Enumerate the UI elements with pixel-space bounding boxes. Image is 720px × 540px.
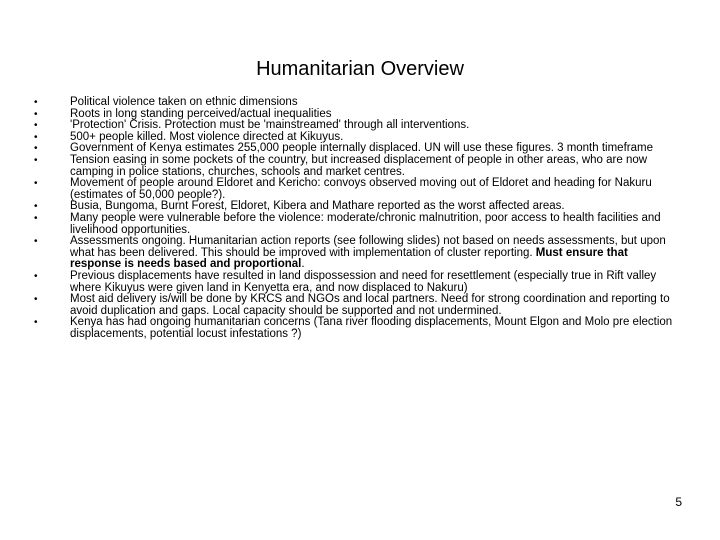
list-item [34,317,682,340]
list-item [34,155,682,178]
bullet-icon: • [34,317,38,329]
bullet-text: Assessments ongoing. Humanitarian action reports (see following slides) not based on needs assessments, but upon what has been delivered. This should be improved with implementation of cluster reporting. [70,235,666,259]
bullet-text-end: . [301,258,305,271]
list-item [34,178,682,201]
slide-title: Humanitarian Overview [256,58,464,80]
bullet-icon: • [34,120,38,132]
bullet-text: 500+ people killed. Most violence directed at Kikuyus. [70,130,344,143]
bullet-text: Most aid delivery is/will be done by KRCS and NGOs and local partners. Need for strong coordination and reporting to avoid duplication and gaps. Local capacity should be supported and not undermined. [70,293,670,317]
bullet-icon: • [34,97,38,108]
list-item [34,236,682,271]
bullet-icon: • [34,131,38,143]
list-item [34,294,682,317]
bullet-text: Many people were vulnerable before the violence: moderate/chronic malnutrition, poor access to health facilities and livelihood opportunities. [70,211,661,236]
bullet-icon: • [34,236,38,248]
bullet-text: Government of Kenya estimates 255,000 people internally displaced. UN will use these figures. 3 month timeframe [70,142,653,155]
bullet-icon: • [34,154,38,166]
page-number: 5 [675,495,682,509]
bullet-icon: • [34,108,38,120]
bullet-icon: • [34,294,38,306]
list-item [34,213,682,236]
bullet-text: Kenya has had ongoing humanitarian concerns (Tana river flooding displacements, Mount Elgon and Molo pre election displacements, potential locust infestations ?) [70,316,673,340]
bullet-emphasis: Must ensure that response is needs based and proportional [70,246,628,271]
bullet-icon: • [34,201,38,213]
bullet-text: Busia, Bungoma, Burnt Forest, Eldoret, Kibera and Mathare reported as the worst affected areas. [70,200,565,213]
bullet-text: 'Protection' Crisis. Protection must be 'mainstreamed' through all interventions. [70,119,470,132]
bullet-icon: • [34,270,38,282]
list-item [34,271,682,294]
bullet-icon: • [34,178,38,190]
bullet-list [34,97,682,340]
bullet-text: Tension easing in some pockets of the country, but increased displacement of people in other areas, who are now camping in police stations, churches, schools and market centres. [70,153,648,178]
bullet-text: Roots in long standing perceived/actual inequalities [70,107,332,120]
bullet-text: Movement of people around Eldoret and Kericho: convoys observed moving out of Eldoret and heading for Nakuru (estimates of 50,000 people?). [70,177,652,201]
bullet-icon: • [34,212,38,224]
bullet-text: Political violence taken on ethnic dimensions [70,96,298,108]
bullet-text: Previous displacements have resulted in land dispossession and need for resettlement (especially true in Rift valley where Kikuyus were given land in Kenyetta era, and now displaced to Nakuru) [70,269,657,294]
bullet-icon: • [34,143,38,155]
